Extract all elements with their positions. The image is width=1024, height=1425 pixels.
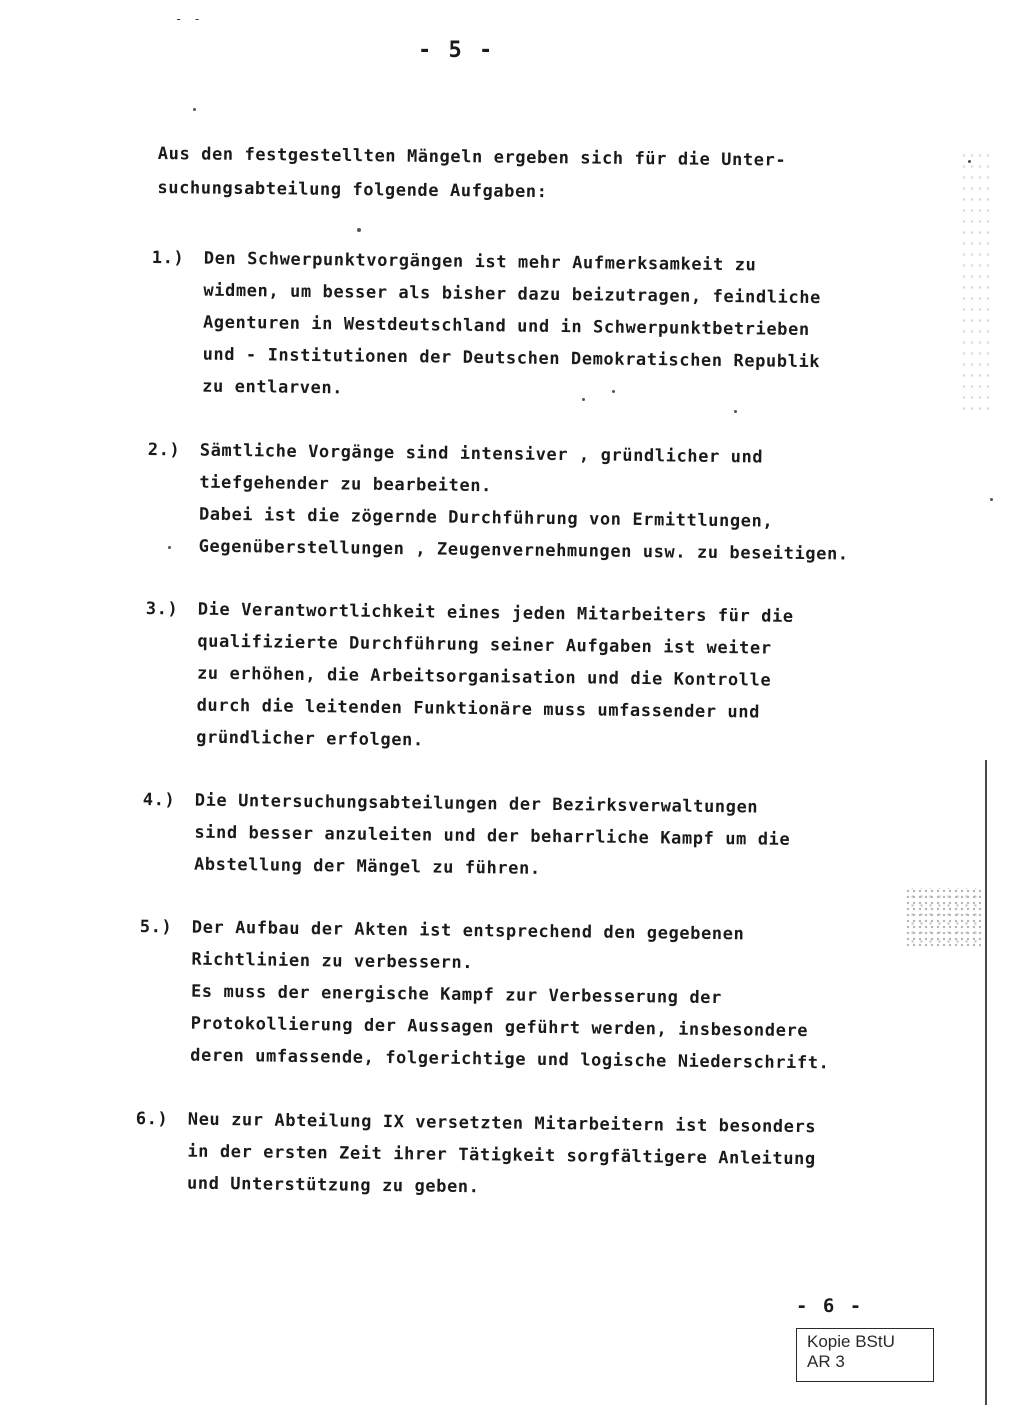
item-line: gründlicher erfolgen. xyxy=(196,727,424,751)
scan-noise xyxy=(905,888,981,948)
item-line: Es muss der energische Kampf zur Verbesserung der xyxy=(190,981,723,1009)
scan-speck xyxy=(968,160,971,163)
item-line: Agenturen in Westdeutschland und in Schwerpunktbetrieben xyxy=(202,312,810,341)
item-line: tiefgehender zu bearbeiten. xyxy=(199,472,493,497)
item-line: widmen, um besser als bisher dazu beizutragen, feindliche xyxy=(203,280,822,309)
scan-noise xyxy=(960,150,990,410)
archive-stamp xyxy=(796,1328,934,1382)
item-text xyxy=(187,1104,817,1208)
page-number: - 5 - xyxy=(418,38,495,63)
item-line: Protokollierung der Aussagen geführt werden, insbesondere xyxy=(190,1013,809,1042)
item-number: 5.) xyxy=(139,916,173,938)
item-line: und - Institutionen der Deutschen Demokratischen Republik xyxy=(202,344,821,373)
scan-speck xyxy=(168,546,171,549)
item-line: Die Verantwortlichkeit eines jeden Mitarbeiters für die xyxy=(197,599,794,627)
item-text xyxy=(202,243,822,411)
item-line: in der ersten Zeit ihrer Tätigkeit sorgfältigere Anleitung xyxy=(187,1141,816,1170)
item-line: Neu zur Abteilung IX versetzten Mitarbeitern ist besonders xyxy=(187,1109,817,1138)
scan-speck xyxy=(357,228,361,232)
item-number: 4.) xyxy=(142,789,176,811)
scan-edge-line xyxy=(985,760,987,1405)
scan-speck xyxy=(990,498,993,501)
item-line: Dabei ist die zögernde Durchführung von Ermittlungen, xyxy=(198,504,774,532)
stamp-line-2: AR 3 xyxy=(807,1352,845,1371)
scan-speck xyxy=(734,410,737,413)
item-text xyxy=(190,912,831,1080)
intro-line: Aus den festgestellten Mängeln ergeben sich für die Unter- xyxy=(157,143,787,171)
item-number: 2.) xyxy=(147,439,181,461)
item-line: qualifizierte Durchführung seiner Aufgaben ist weiter xyxy=(197,631,772,659)
intro-line: suchungsabteilung folgende Aufgaben: xyxy=(157,177,548,203)
scan-speck xyxy=(582,398,585,401)
item-line: Den Schwerpunktvorgängen ist mehr Aufmerksamkeit zu xyxy=(203,248,757,276)
item-line: Die Untersuchungsabteilungen der Bezirksverwaltungen xyxy=(194,790,759,818)
item-line: Gegenüberstellungen , Zeugenvernehmungen usw. zu beseitigen. xyxy=(198,536,849,565)
item-line: und Unterstützung zu geben. xyxy=(186,1173,480,1198)
item-text xyxy=(196,594,794,761)
corner-mark: - - xyxy=(175,12,203,26)
item-text xyxy=(198,435,850,571)
item-line: Richtlinien zu verbessern. xyxy=(191,949,474,974)
item-line: zu entlarven. xyxy=(202,376,344,399)
item-line: zu erhöhen, die Arbeitsorganisation und die Kontrolle xyxy=(196,663,772,691)
item-number: 1.) xyxy=(151,247,185,269)
intro-paragraph xyxy=(157,137,786,212)
stamp-line-1: Kopie BStU xyxy=(807,1332,895,1351)
scan-speck xyxy=(612,390,615,393)
item-line: durch die leitenden Funktionäre muss umfassender und xyxy=(196,695,761,723)
item-text xyxy=(194,785,791,888)
item-line: deren umfassende, folgerichtige und logische Niederschrift. xyxy=(190,1045,830,1074)
item-line: Abstellung der Mängel zu führen. xyxy=(193,854,541,879)
scan-speck xyxy=(193,108,196,111)
item-number: 6.) xyxy=(135,1108,169,1130)
item-line: sind besser anzuleiten und der beharrliche Kampf um die xyxy=(194,822,791,850)
item-number: 3.) xyxy=(145,598,179,620)
item-line: Sämtliche Vorgänge sind intensiver , gründlicher und xyxy=(199,440,764,468)
item-line: Der Aufbau der Akten ist entsprechend den gegebenen xyxy=(191,917,745,945)
next-page-marker: - 6 - xyxy=(796,1295,864,1317)
